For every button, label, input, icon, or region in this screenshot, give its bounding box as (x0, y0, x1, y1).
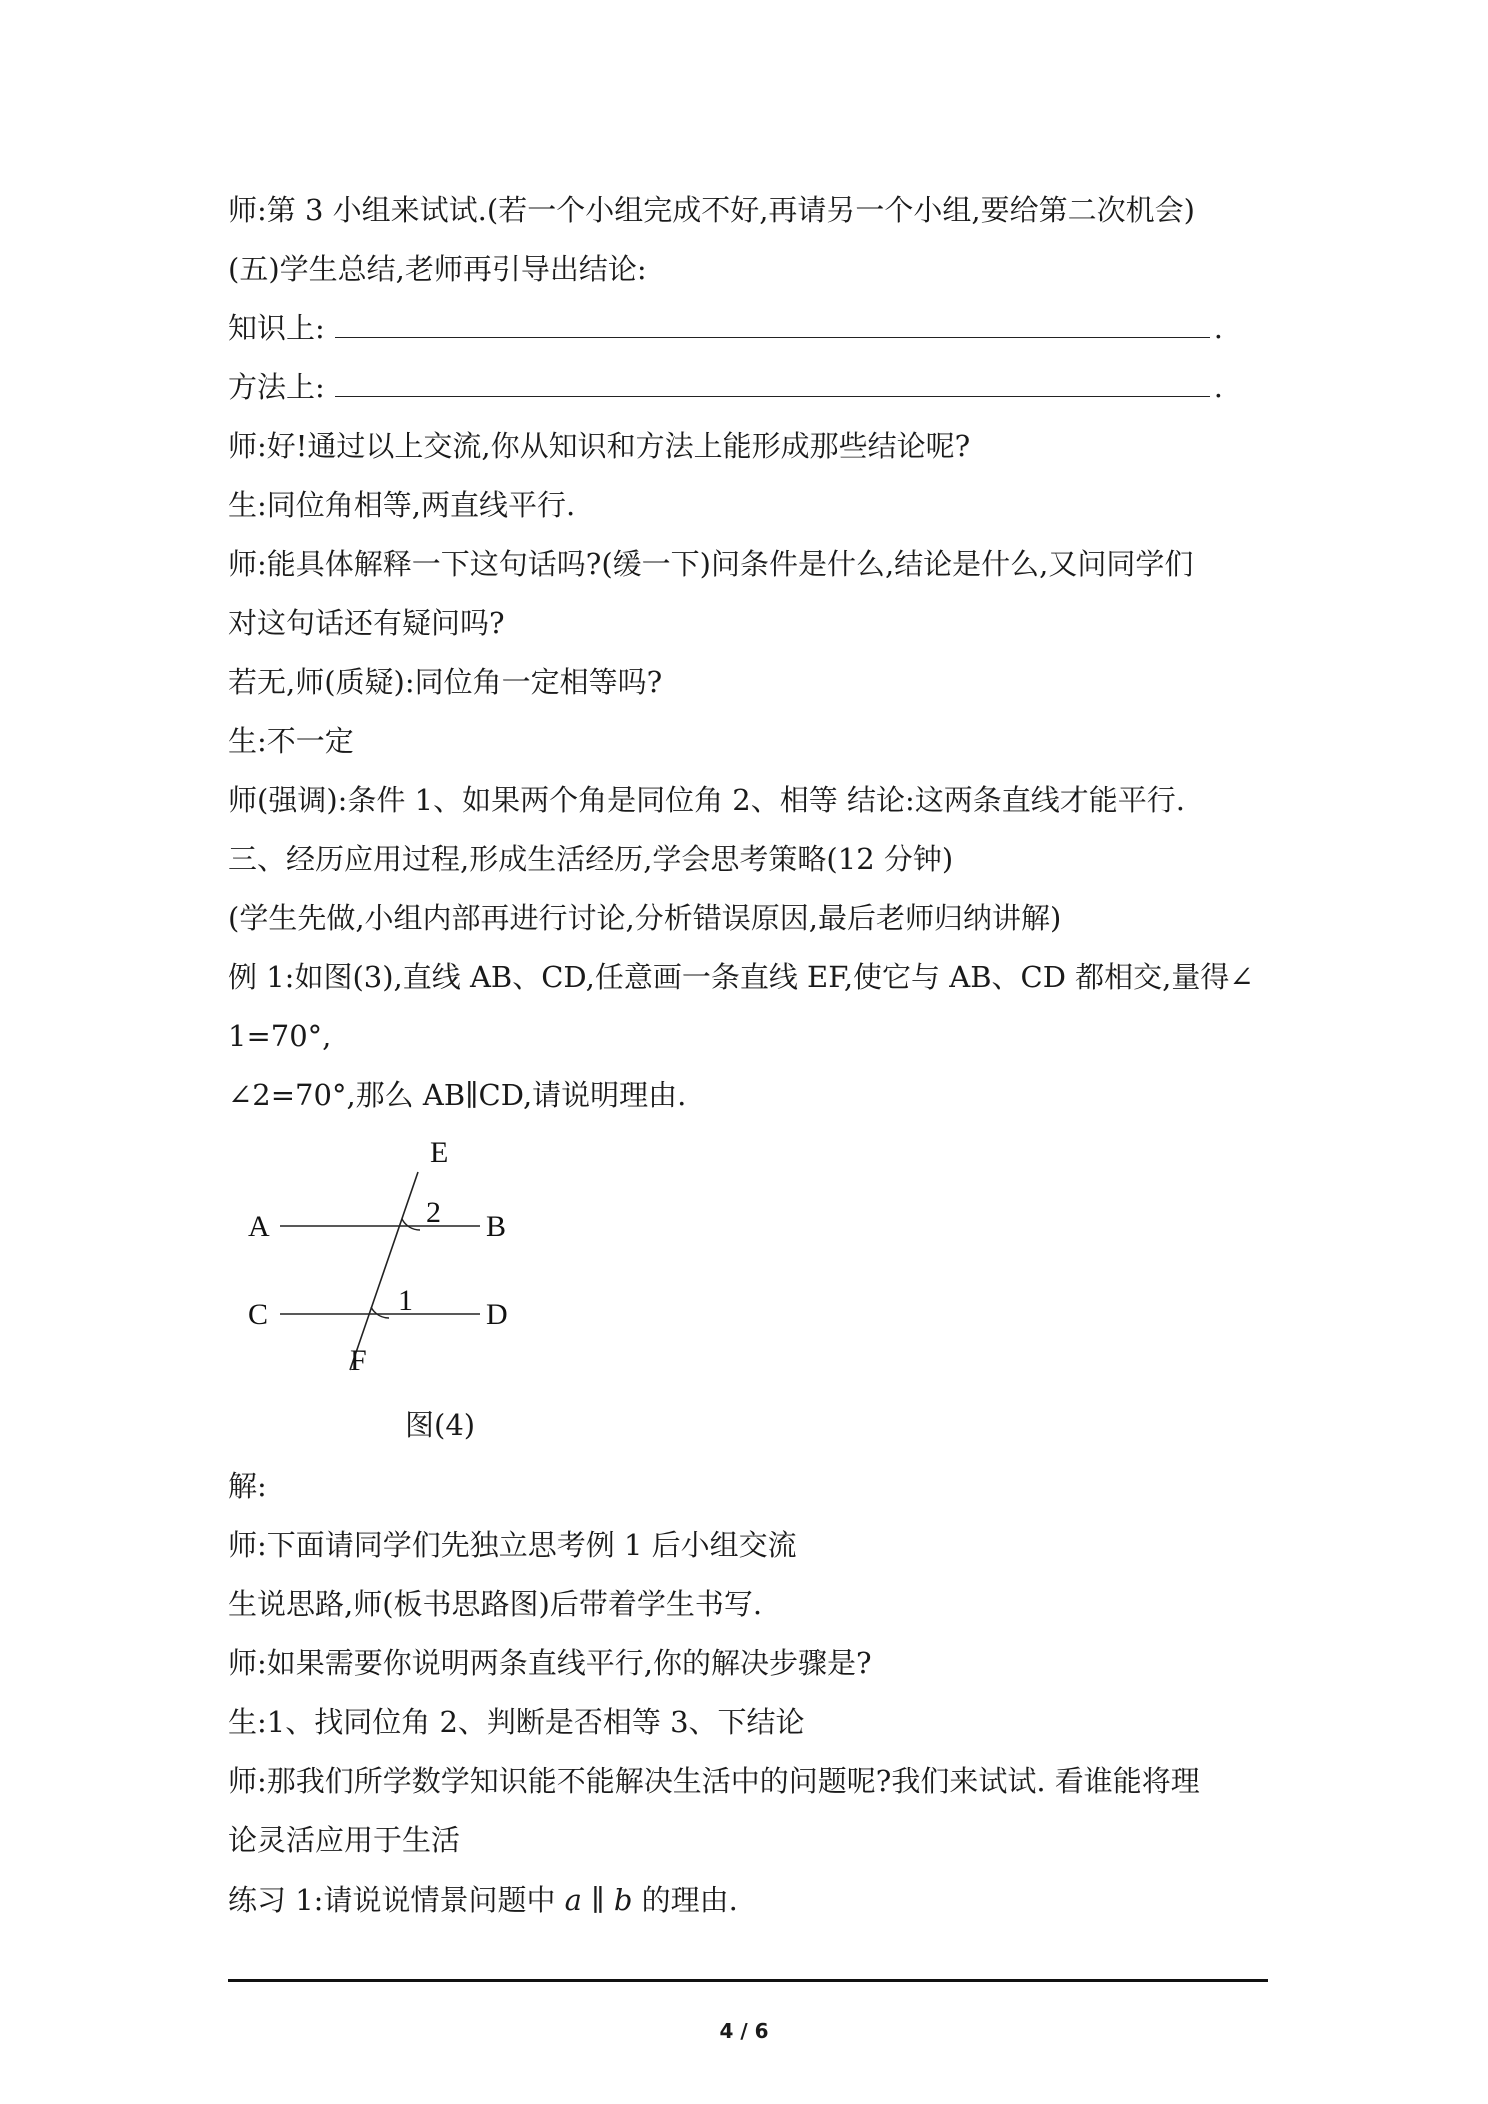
text-line: 1=70°, (228, 1019, 332, 1053)
parallel-symbol: ∥ (591, 1883, 605, 1917)
label-b: B (486, 1210, 507, 1243)
line-ef (350, 1172, 418, 1370)
page-number: 4 / 6 (719, 2019, 769, 2043)
angle-2-arc (402, 1219, 420, 1230)
figure-caption: 图(4) (405, 1408, 476, 1442)
label-c: C (248, 1298, 269, 1331)
text-line: 师:第 3 小组来试试.(若一个小组完成不好,再请另一个小组,要给第二次机会) (228, 193, 1195, 227)
angle-1-arc (371, 1307, 389, 1318)
knowledge-label: 知识上: (228, 311, 325, 345)
exercise-prefix: 练习 1:请说说情景问题中 (228, 1883, 556, 1917)
label-angle-2: 2 (426, 1196, 441, 1229)
text-line: 对这句话还有疑问吗? (228, 606, 505, 640)
text-line: 例 1:如图(3),直线 AB、CD,任意画一条直线 EF,使它与 AB、CD 都相交,量得∠ (228, 960, 1254, 994)
geometry-figure (228, 1130, 548, 1390)
exercise-line (228, 1880, 738, 1920)
text-line: 师:下面请同学们先独立思考例 1 后小组交流 (228, 1528, 797, 1562)
text-line: 师:能具体解释一下这句话吗?(缓一下)问条件是什么,结论是什么,又问同学们 (228, 547, 1194, 581)
exercise-suffix: 的理由. (641, 1883, 738, 1917)
footer-rule (228, 1979, 1268, 1982)
text-line: (学生先做,小组内部再进行讨论,分析错误原因,最后老师归纳讲解) (228, 901, 1062, 935)
text-line: 论灵活应用于生活 (228, 1823, 461, 1857)
method-blank-line (228, 367, 1223, 407)
label-f: F (350, 1344, 367, 1377)
variable-a: a (564, 1883, 582, 1917)
section-heading: 三、经历应用过程,形成生活经历,学会思考策略(12 分钟) (228, 842, 954, 876)
label-e: E (430, 1136, 449, 1169)
text-line: 生说思路,师(板书思路图)后带着学生书写. (228, 1587, 763, 1621)
label-a: A (248, 1210, 270, 1243)
label-angle-1: 1 (398, 1284, 413, 1317)
text-line: 师:那我们所学数学知识能不能解决生活中的问题呢?我们来试试. 看谁能将理 (228, 1764, 1200, 1798)
text-line: ∠2=70°,那么 AB∥CD,请说明理由. (228, 1078, 687, 1112)
blank-period: . (1213, 370, 1223, 404)
text-line: (五)学生总结,老师再引导出结论: (228, 252, 647, 286)
fill-in-blank (335, 313, 1210, 338)
text-line: 若无,师(质疑):同位角一定相等吗? (228, 665, 663, 699)
fill-in-blank (335, 372, 1210, 397)
text-line: 解: (228, 1469, 267, 1503)
blank-period: . (1213, 311, 1223, 345)
text-line: 生:同位角相等,两直线平行. (228, 488, 576, 522)
text-line: 师:好!通过以上交流,你从知识和方法上能形成那些结论呢? (228, 429, 971, 463)
text-line: 生:1、找同位角 2、判断是否相等 3、下结论 (228, 1705, 805, 1739)
variable-b: b (613, 1883, 633, 1917)
method-label: 方法上: (228, 370, 325, 404)
text-line: 生:不一定 (228, 724, 354, 758)
knowledge-blank-line (228, 308, 1223, 348)
text-line: 师(强调):条件 1、如果两个角是同位角 2、相等 结论:这两条直线才能平行. (228, 783, 1185, 817)
text-line: 师:如果需要你说明两条直线平行,你的解决步骤是? (228, 1646, 872, 1680)
label-d: D (486, 1298, 508, 1331)
